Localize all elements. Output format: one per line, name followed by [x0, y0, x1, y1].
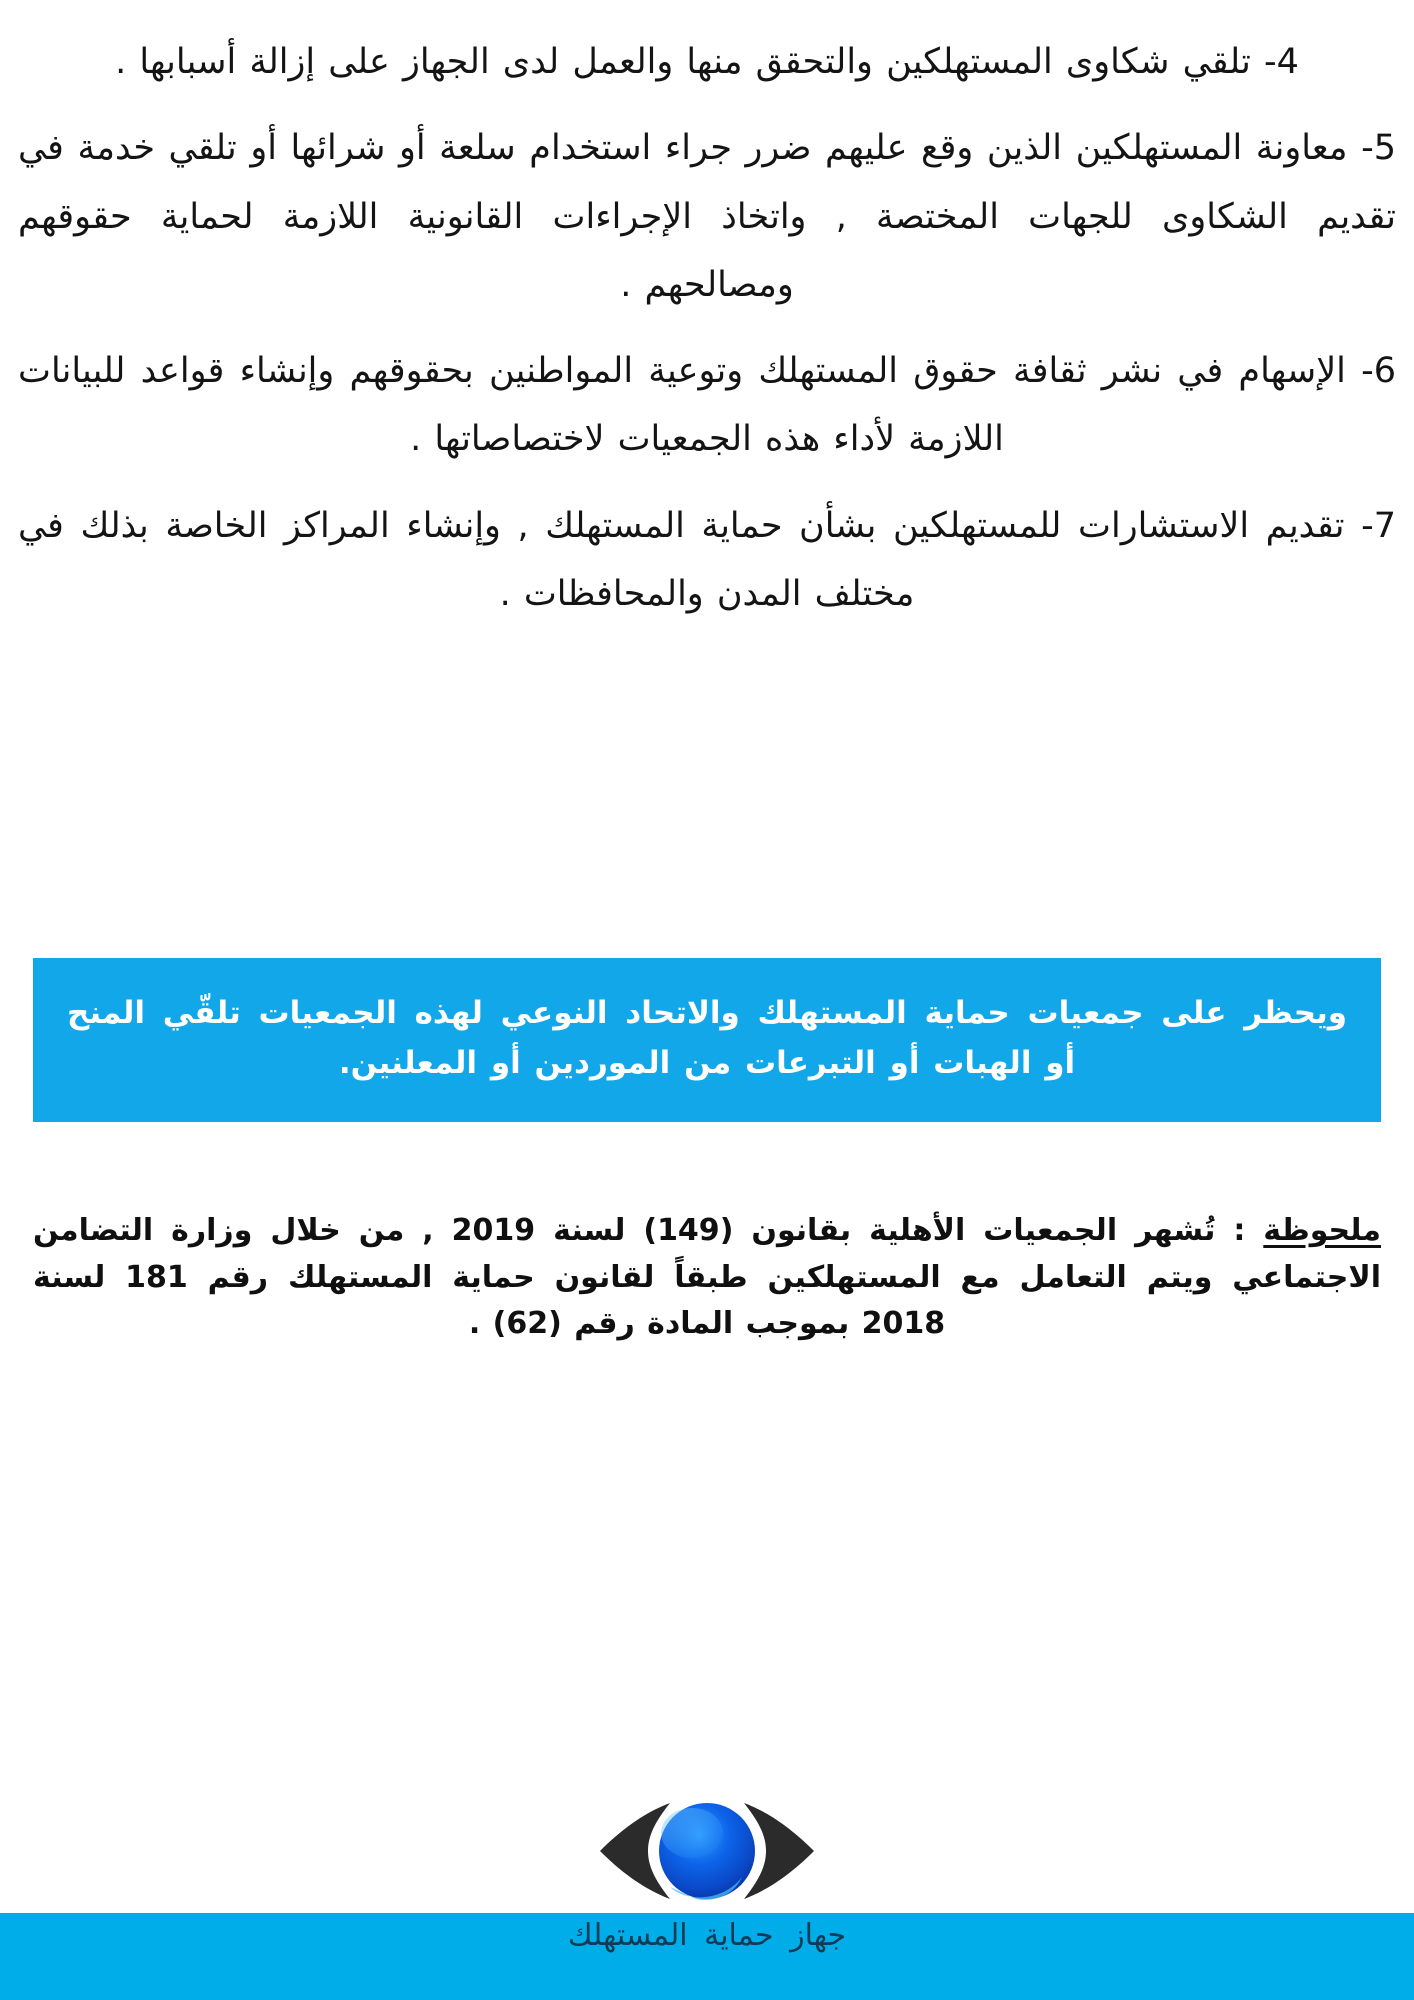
- footer-organization-title: جهاز حماية المستهلك: [567, 1918, 847, 1953]
- clause-item-7: 7- تقديم الاستشارات للمستهلكين بشأن حماية المستهلك , وإنشاء المراكز الخاصة بذلك في مختلف المدن والمحافظات .: [18, 505, 1396, 614]
- clause-item-4: 4- تلقي شكاوى المستهلكين والتحقق منها والعمل لدى الجهاز على إزالة أسبابها .: [115, 42, 1299, 82]
- eye-highlight: [661, 1808, 723, 1858]
- clause-item-6: 6- الإسهام في نشر ثقافة حقوق المستهلك وتوعية المواطنين بحقوقهم وإنشاء قواعد للبيانات اللازمة لأداء هذه الجمعيات لاختصاصاتها .: [18, 351, 1396, 460]
- footnote-separator: :: [1215, 1213, 1264, 1248]
- prohibition-callout: [33, 958, 1381, 1122]
- footnote-block: [33, 1208, 1381, 1348]
- footnote-label: ملحوظة: [1263, 1213, 1381, 1248]
- logo-container: [0, 1788, 1414, 1913]
- eye-logo-icon: [592, 1791, 822, 1911]
- clause-item-5: 5- معاونة المستهلكين الذين وقع عليهم ضرر جراء استخدام سلعة أو شرائها أو تلقي خدمة في تقديم الشكاوى للجهات المختصة , واتخاذ الإجراءات القانونية اللازمة لحماية حقوقهم ومصالحهم .: [18, 128, 1396, 305]
- clause-list: [18, 28, 1396, 646]
- prohibition-callout-text: ويحظر على جمعيات حماية المستهلك والاتحاد النوعي لهذه الجمعيات تلقّي المنح أو الهبات أو التبرعات من الموردين أو المعلنين.: [67, 995, 1347, 1082]
- footer-bar: [0, 1913, 1414, 2000]
- footnote-text: تُشهر الجمعيات الأهلية بقانون (149) لسنة 2019 , من خلال وزارة التضامن الاجتماعي ويتم التعامل مع المستهلكين طبقاً لقانون حماية المستهلك رقم 181 لسنة 2018 بموجب المادة رقم (62) .: [33, 1213, 1381, 1341]
